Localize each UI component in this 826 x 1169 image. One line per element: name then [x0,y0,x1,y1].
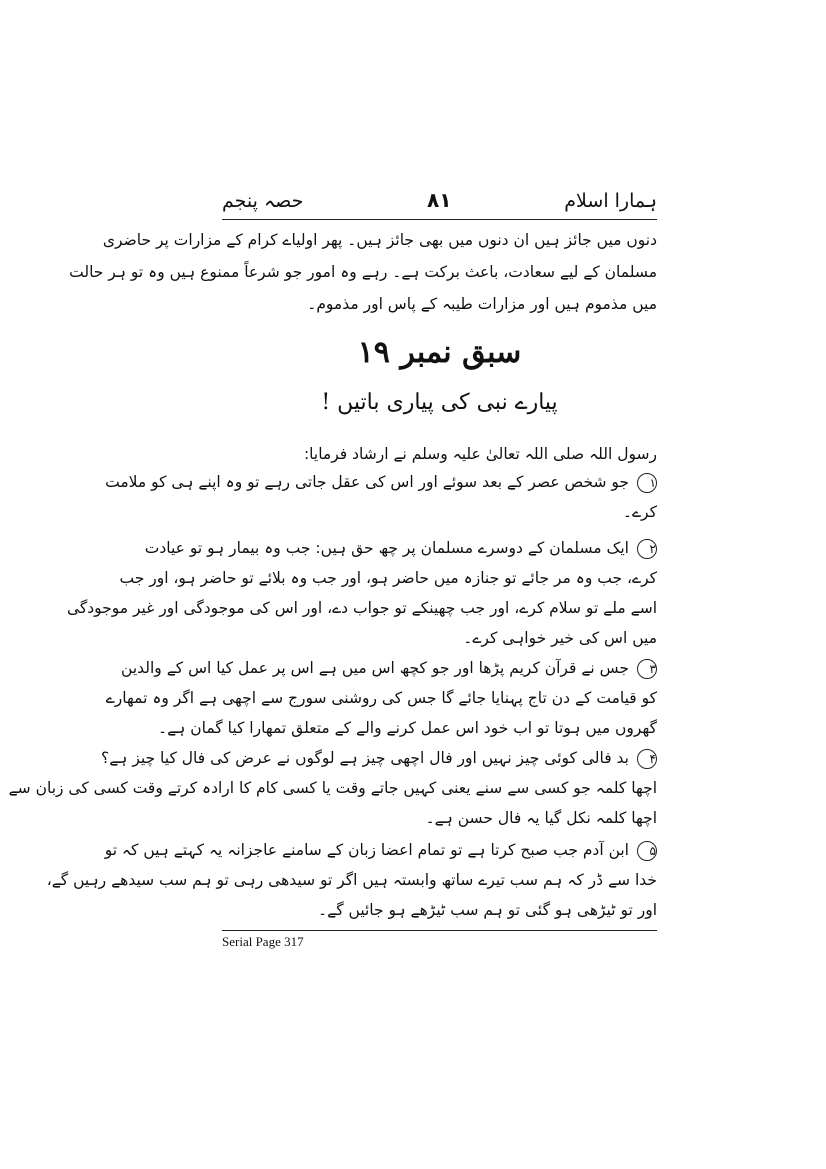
footer-divider [222,930,657,931]
item-text: کرے۔ [622,503,657,521]
item-text: اور تو ٹیڑھی ہو گئی تو ہم سب ٹیڑھے ہو جائیں گے۔ [318,901,657,919]
item-number-badge: ۵ [637,841,657,861]
item-text: گھروں میں ہوتا تو اب خود اس عمل کرنے والے کے متعلق تمھارا کیا گمان ہے۔ [158,719,657,737]
intro-line: میں مذموم ہیں اور مزارات طیبہ کے پاس اور مذموم۔ [307,295,657,313]
item-text: جو شخص عصر کے بعد سوئے اور اس کی عقل جاتی رہے تو وہ اپنے ہی کو ملامت [105,473,629,491]
item-text: خدا سے ڈر کہ ہم سب تیرے ساتھ وابستہ ہیں اگر تو سیدھی رہی تو ہم سب سیدھے رہیں گے، [46,871,657,889]
hadith-item [105,470,657,494]
item-text: اچھا کلمہ جو کسی سے سنے یعنی کہیں جاتے وقت یا کسی کام کا ارادہ کرتے وقت کسی کی زبان سے [8,779,657,797]
item-text: ابن آدم جب صبح کرتا ہے تو تمام اعضا زبان کے سامنے عاجزانہ یہ کہتے ہیں کہ تو [104,841,629,859]
header-divider [222,219,657,220]
item-text: بد فالی کوئی چیز نہیں اور فال اچھی چیز ہے لوگوں نے عرض کی فال کیا چیز ہے؟ [101,749,629,767]
intro-line: دنوں میں جائز ہیں ان دنوں میں بھی جائز ہیں۔ پھر اولیاے کرام کے مزارات پر حاضری [102,231,657,249]
item-text: ایک مسلمان کے دوسرے مسلمان پر چھ حق ہیں: جب وہ بیمار ہو تو عیادت [144,539,629,557]
book-title: ہمارا اسلام [564,190,657,212]
intro-line: مسلمان کے لیے سعادت، باعث برکت ہے۔ رہے وہ امور جو شرعاً ممنوع ہیں وہ تو ہر حالت [69,263,657,281]
item-number-badge: ۱ [637,473,657,493]
page-number: ۸۱ [427,188,452,212]
lesson-subtitle: پیارے نبی کی پیاری باتیں ! [321,390,558,415]
item-text: میں اس کی خیر خواہی کرے۔ [463,629,657,647]
lesson-title: سبق نمبر ۱۹ [357,335,522,370]
serial-page-label: Serial Page 317 [222,934,304,949]
hadith-item [101,746,657,770]
item-text: اسے ملے تو سلام کرے، اور جب چھینکے تو جواب دے، اور اس کی موجودگی اور غیر موجودگی [66,599,657,617]
item-text: اچھا کلمہ نکل گیا یہ فال حسن ہے۔ [425,809,657,827]
item-number-badge: ۳ [637,659,657,679]
part-label: حصہ پنجم [222,190,304,212]
item-text: کرے، جب وہ مر جائے تو جنازہ میں حاضر ہو، اور جب وہ بلائے تو حاضر ہو، اور جب [119,569,657,587]
hadith-item [104,838,657,862]
item-text: جس نے قرآن کریم پڑھا اور جو کچھ اس میں ہے اس پر عمل کیا اس کے والدین [121,659,629,677]
item-text: کو قیامت کے دن تاج پہنایا جائے گا جس کی روشنی سورج سے اچھی ہے اگر وہ تمھارے [105,689,657,707]
hadith-item [144,536,657,560]
page-header [222,190,657,218]
lead-line: رسول اللہ صلی اللہ تعالیٰ علیہ وسلم نے ارشاد فرمایا: [303,445,657,463]
item-number-badge: ۲ [637,539,657,559]
item-number-badge: ۴ [637,749,657,769]
hadith-item [121,656,657,680]
